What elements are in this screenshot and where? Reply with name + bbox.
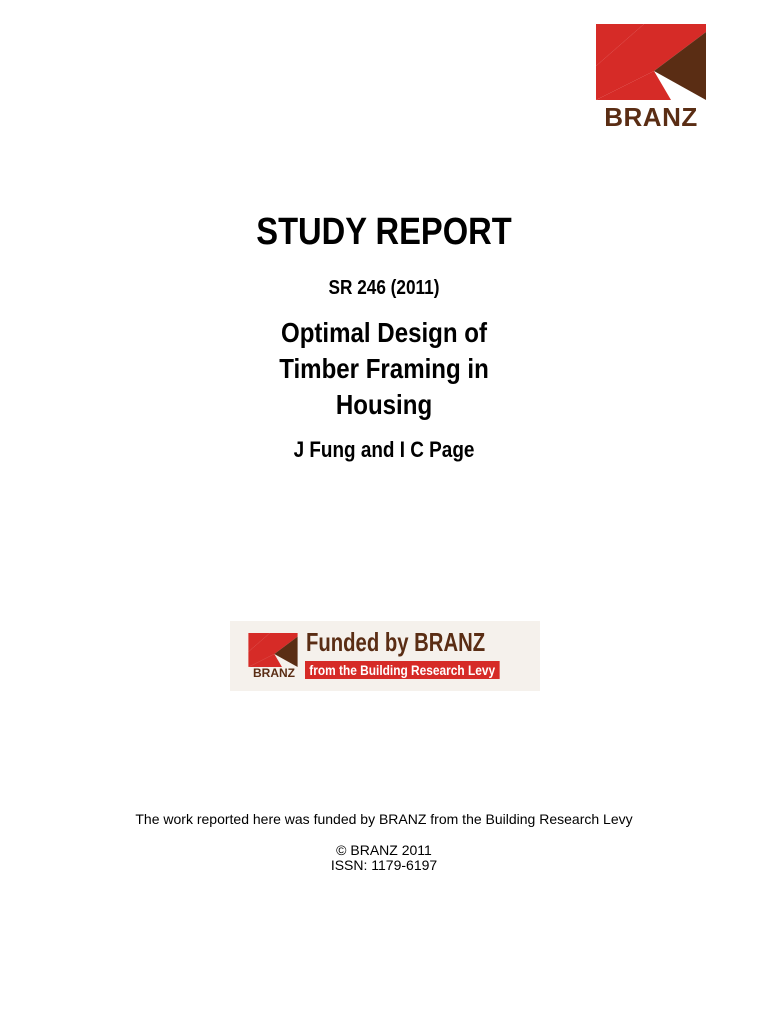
funded-by-branz-badge [230, 621, 540, 691]
branz-logo [596, 24, 706, 132]
branz-logo-mark-icon [596, 24, 706, 100]
report-title [54, 315, 714, 423]
report-title-line: Housing [335, 389, 433, 420]
funded-subline: from the Building Research Levy [305, 661, 499, 679]
report-number: SR 246 (2011) [328, 277, 440, 299]
report-type-heading: STUDY REPORT [256, 211, 512, 253]
issn-line: ISSN: 1179-6197 [330, 857, 438, 873]
report-authors: J Fung and I C Page [293, 437, 475, 462]
copyright-line: © BRANZ 2011 [336, 842, 432, 858]
funding-note: The work reported here was funded by BRANZ from the Building Research Levy [135, 811, 633, 827]
badge-logo-mark-icon [248, 633, 298, 667]
report-title-line: Optimal Design of [280, 317, 488, 348]
badge-branz-logo [248, 633, 298, 681]
funded-headline: Funded by BRANZ [306, 627, 486, 657]
report-title-line: Timber Framing in [279, 353, 489, 384]
branz-wordmark: BRANZ [604, 102, 698, 132]
badge-branz-wordmark: BRANZ [253, 666, 295, 680]
